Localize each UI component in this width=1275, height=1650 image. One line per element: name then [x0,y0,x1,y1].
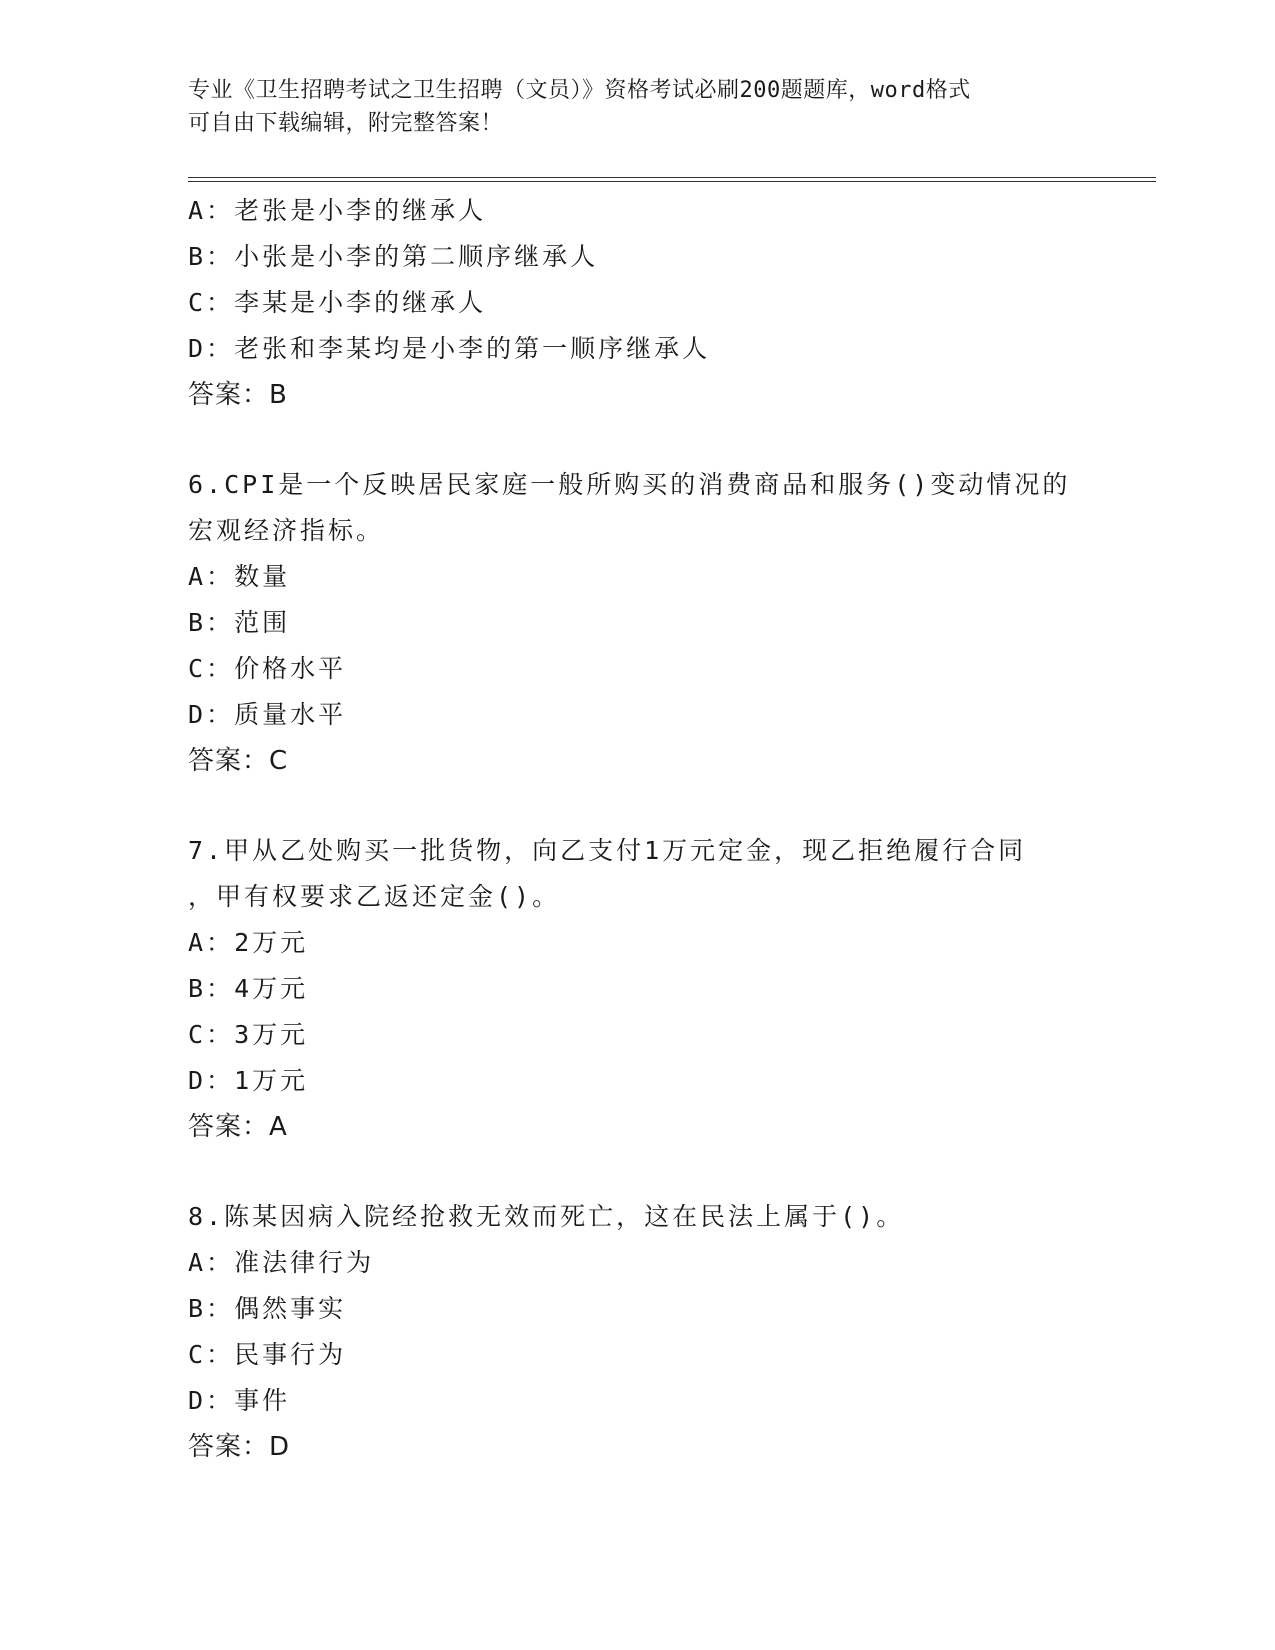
option-a [188,554,1088,600]
option-b [188,600,1088,646]
question-5 [188,188,1088,418]
answer-line: 答案：D [188,1432,291,1462]
header-title-line-2: 可自由下载编辑，附完整答案！ [188,111,504,136]
question-stem-line-1: 7.甲从乙处购买一批货物，向乙支付1万元定金，现乙拒绝履行合同 [188,836,1027,865]
option-c [188,646,1088,692]
spacer [188,784,1088,828]
option-d [188,1378,1088,1424]
answer-line: 答案：A [188,1112,288,1142]
option-letter: A： [188,196,235,225]
question-8 [188,1194,1088,1470]
question-7 [188,828,1088,1150]
option-letter: A： [188,1248,235,1277]
question-stem-line-1: 8.陈某因病入院经抢救无效而死亡，这在民法上属于()。 [188,1202,905,1231]
option-a [188,188,1088,234]
option-c [188,1012,1088,1058]
option-b [188,966,1088,1012]
option-text: 事件 [234,1386,291,1415]
option-text: 老张是小李的继承人 [234,196,487,225]
question-stem-line-2: ，甲有权要求乙返还定金()。 [188,882,561,911]
option-text: 偶然事实 [234,1294,347,1323]
header-title-line-1: 专业《卫生招聘考试之卫生招聘（文员）》资格考试必刷200题题库，word格式 [188,78,971,103]
option-a [188,920,1088,966]
option-d [188,692,1088,738]
document-header [188,74,1088,140]
spacer [188,1150,1088,1194]
option-text: 李某是小李的继承人 [234,288,487,317]
question-6 [188,462,1088,784]
option-text: 准法律行为 [234,1248,375,1277]
option-letter: C： [188,288,235,317]
option-letter: B： [188,608,235,637]
option-text: 老张和李某均是小李的第一顺序继承人 [234,334,711,363]
option-text: 范围 [234,608,291,637]
option-text: 4万元 [234,974,309,1003]
option-letter: A： [188,928,235,957]
header-divider [188,177,1156,182]
option-text: 数量 [234,562,291,591]
option-letter: C： [188,1020,235,1049]
question-list [188,188,1088,1470]
answer-line: 答案：C [188,746,289,776]
option-a [188,1240,1088,1286]
option-c [188,1332,1088,1378]
option-c [188,280,1088,326]
spacer [188,418,1088,462]
option-text: 2万元 [234,928,309,957]
question-stem-line-2: 宏观经济指标。 [188,516,385,545]
option-letter: D： [188,334,235,363]
option-text: 民事行为 [234,1340,347,1369]
option-letter: B： [188,974,235,1003]
option-letter: D： [188,700,235,729]
option-b [188,234,1088,280]
option-letter: D： [188,1066,235,1095]
option-b [188,1286,1088,1332]
option-text: 1万元 [234,1066,309,1095]
option-letter: C： [188,654,235,683]
option-letter: B： [188,1294,235,1323]
option-text: 小张是小李的第二顺序继承人 [234,242,599,271]
option-text: 质量水平 [234,700,347,729]
option-letter: C： [188,1340,235,1369]
question-stem-line-1: 6.CPI是一个反映居民家庭一般所购买的消费商品和服务()变动情况的 [188,470,1071,499]
option-letter: A： [188,562,235,591]
option-text: 3万元 [234,1020,309,1049]
option-d [188,1058,1088,1104]
option-letter: B： [188,242,235,271]
option-letter: D： [188,1386,235,1415]
option-text: 价格水平 [234,654,347,683]
answer-line: 答案：B [188,380,288,410]
option-d [188,326,1088,372]
